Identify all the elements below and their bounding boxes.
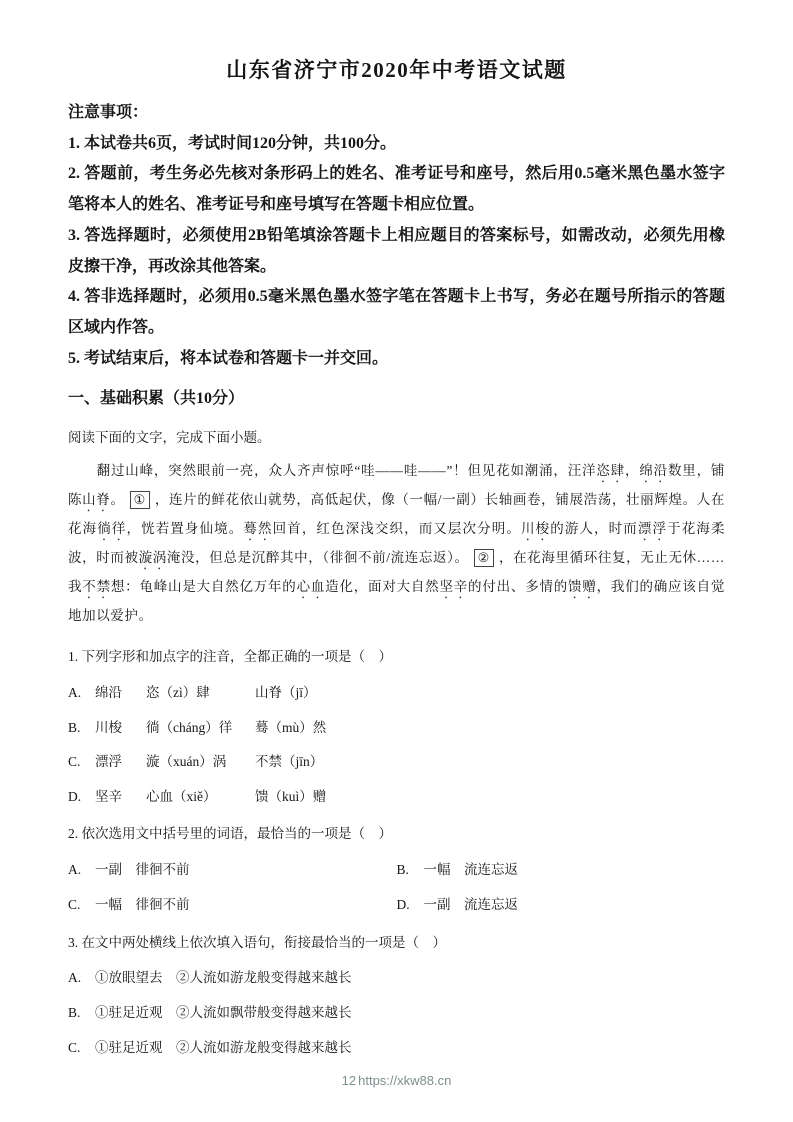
notice-item: 5. 考试结束后，将本试卷和答题卡一并交回。 xyxy=(68,349,389,367)
passage-text: ，在花海里循环往复，无止无休……我 xyxy=(68,549,725,594)
section-intro: 阅读下面的文字，完成下面小题。 xyxy=(68,429,271,445)
page-number: 12 xyxy=(341,1073,357,1088)
question-1 xyxy=(68,646,725,807)
passage-text: ，我们的确应该自觉地加以爱护。 xyxy=(68,578,726,623)
option-word-pinyin: 恣（zì）肆 xyxy=(146,685,210,701)
notices-heading: 注意事项： xyxy=(68,104,149,121)
option-label: C. xyxy=(68,1039,81,1055)
question-1-option-b xyxy=(68,717,725,739)
option-word: 漂浮 xyxy=(95,754,122,770)
watermark-url: https://xkw88.cn xyxy=(358,1073,452,1088)
question-3-option-a xyxy=(68,967,725,989)
question-1-option-a xyxy=(68,682,725,704)
question-1-option-c xyxy=(68,751,725,773)
option-text: ①驻足近观 ②人流如游龙般变得越来越长 xyxy=(95,1039,352,1055)
option-label: B. xyxy=(396,862,409,878)
passage-text: ， xyxy=(624,462,640,478)
emphasized-word: 不禁 xyxy=(82,578,111,594)
option-word-pinyin: 馈（kuì）赠 xyxy=(255,788,327,804)
option-label: D. xyxy=(396,896,410,912)
option-label: B. xyxy=(68,1005,81,1021)
blank-1-marker: ① xyxy=(130,491,150,509)
option-label: B. xyxy=(68,719,81,735)
option-label: C. xyxy=(68,896,81,912)
option-text: 一幅 徘徊不前 xyxy=(95,896,190,912)
question-2 xyxy=(68,823,725,915)
question-3-option-b xyxy=(68,1002,725,1024)
emphasized-word: 徜徉 xyxy=(97,520,127,536)
page-footer xyxy=(0,1073,793,1088)
option-text: 一副 流连忘返 xyxy=(423,896,518,912)
section-heading: 一、基础积累（共10分） xyxy=(68,390,245,408)
passage-text: 造化，面对大自然 xyxy=(325,578,440,594)
option-word-pinyin: 不禁（jīn） xyxy=(255,754,324,770)
passage-text: 于花海柔波，时而被 xyxy=(68,520,726,565)
passage-text: ，连片的鲜花依山就势，高低起伏，像（一幅/一副）长轴画卷，铺展浩荡，壮丽辉煌。人在花海 xyxy=(68,491,726,536)
passage-text: ，恍若置身仙境。 xyxy=(126,520,244,536)
emphasized-word: 坚辛 xyxy=(439,578,469,594)
emphasized-word: 绵沿 xyxy=(639,462,668,478)
option-word: 坚辛 xyxy=(95,788,122,804)
notice-item: 1. 本试卷共6页，考试时间120分钟，共100分。 xyxy=(68,134,397,152)
emphasized-word: 漂浮 xyxy=(637,520,668,536)
emphasized-word: 心血 xyxy=(296,578,326,594)
emphasized-word: 川梭 xyxy=(520,520,551,536)
question-2-option-b xyxy=(397,859,726,881)
notices-section xyxy=(68,98,725,374)
page-title: 山东省济宁市2020年中考语文试题 xyxy=(226,58,567,82)
question-3 xyxy=(68,932,725,1059)
option-label: A. xyxy=(68,862,82,878)
question-1-option-d xyxy=(68,786,725,808)
notice-item: 2. 答题前，考生务必先核对条形码上的姓名、准考证号和座号，然后用0.5毫米黑色墨水签字笔将本人的姓名、准考证号和座号填写在答题卡相应位置。 xyxy=(68,165,725,214)
emphasized-word: 蓦然 xyxy=(243,520,273,536)
question-2-option-d xyxy=(397,894,726,916)
question-2-option-c xyxy=(68,894,397,916)
option-word: 绵沿 xyxy=(95,685,122,701)
emphasized-word: 漩涡 xyxy=(138,549,167,565)
passage-text: 。 xyxy=(110,491,125,507)
option-label: A. xyxy=(68,685,82,701)
question-2-option-a xyxy=(68,859,397,881)
question-2-options xyxy=(68,846,725,915)
option-word-pinyin: 蓦（mù）然 xyxy=(255,719,327,735)
option-label: D. xyxy=(68,788,82,804)
passage-text: 想：龟峰山是大自然亿万年的 xyxy=(110,578,297,594)
question-1-stem: 1. 下列字形和加点字的注音，全都正确的一项是（ ） xyxy=(68,649,392,665)
passage-text: 回首，红色深浅交织，而又层次分明。 xyxy=(272,520,521,536)
option-text: ①驻足近观 ②人流如飘带般变得越来越长 xyxy=(95,1005,352,1021)
reading-passage xyxy=(68,457,725,631)
question-2-stem: 2. 依次选用文中括号里的词语，最恰当的一项是（ ） xyxy=(68,826,392,842)
notice-item: 4. 答非选择题时，必须用0.5毫米黑色墨水签字笔在答题卡上书写，务必在题号所指示的答题区域内作答。 xyxy=(68,288,725,337)
emphasized-word: 山脊 xyxy=(82,491,111,507)
question-3-stem: 3. 在文中两处横线上依次填入语句，衔接最恰当的一项是（ ） xyxy=(68,934,446,950)
option-word: 川梭 xyxy=(95,719,122,735)
option-text: 一副 徘徊不前 xyxy=(95,862,190,878)
option-word-pinyin: 山脊（jī） xyxy=(255,685,317,701)
option-text: 一幅 流连忘返 xyxy=(423,862,518,878)
passage-text: 的游人，时而 xyxy=(550,520,638,536)
option-word-pinyin: 漩（xuán）涡 xyxy=(146,754,227,770)
passage-text: 的付出、多情的 xyxy=(468,578,569,594)
passage-text: 翻过山峰，突然眼前一亮，众人齐声惊呼“哇——哇——”！但见花如潮涌，汪洋 xyxy=(68,462,597,478)
option-word-pinyin: 徜（cháng）徉 xyxy=(146,719,233,735)
option-label: A. xyxy=(68,970,82,986)
passage-text: 淹没，但总是沉醉其中，（徘徊不前/流连忘返）。 xyxy=(166,549,469,565)
option-text: ①放眼望去 ②人流如游龙般变得越来越长 xyxy=(95,970,352,986)
emphasized-word: 恣肆 xyxy=(596,462,625,478)
question-3-option-c xyxy=(68,1037,725,1059)
passage-text: 数里，铺陈 xyxy=(68,462,726,507)
notice-item: 3. 答选择题时，必须使用2B铅笔填涂答题卡上相应题目的答案标号，如需改动，必须先用橡皮擦干净，再改涂其他答案。 xyxy=(68,226,725,275)
emphasized-word: 馈赠 xyxy=(568,578,597,594)
option-label: C. xyxy=(68,754,81,770)
blank-2-marker: ② xyxy=(474,549,494,567)
option-word-pinyin: 心血（xiě） xyxy=(146,788,217,804)
